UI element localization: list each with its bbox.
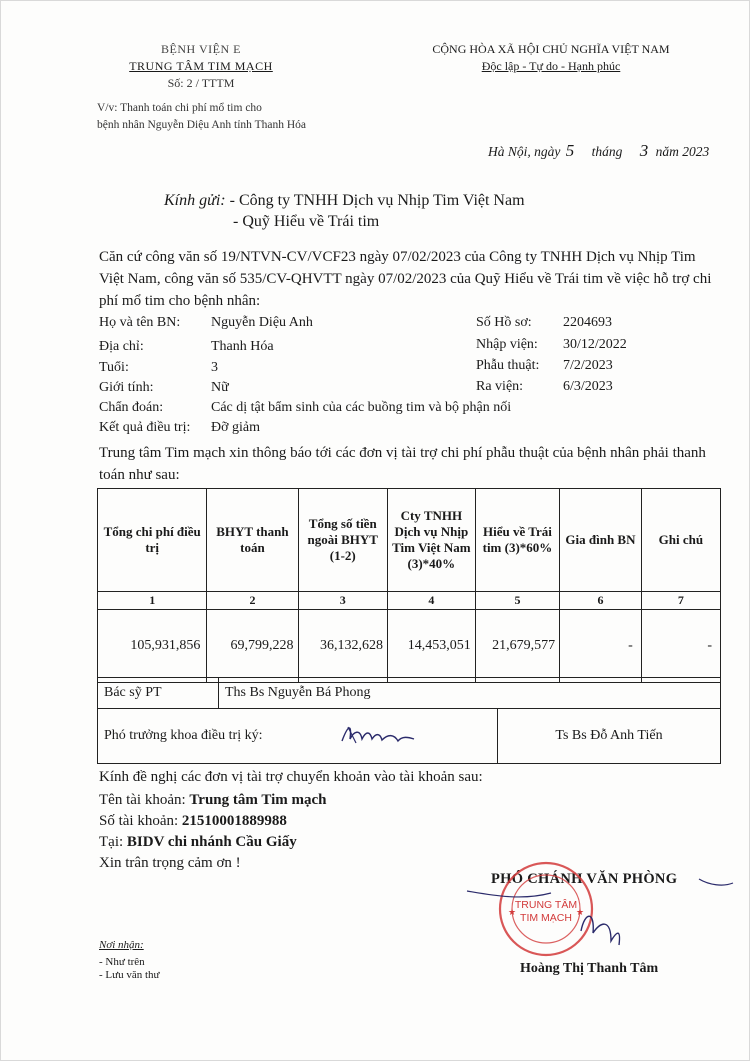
bank-line (99, 832, 483, 853)
table-header-row (98, 489, 721, 592)
patient-diagnosis: Các dị tật bẩm sinh của các buồng tim và bộ phận nối (211, 400, 512, 415)
date-month: 3 (639, 141, 649, 160)
index-cell: 4 (387, 592, 475, 610)
recipient-line-1 (164, 189, 525, 213)
admission-date: 30/12/2022 (563, 337, 627, 352)
subject-line-2: bệnh nhân Nguyễn Diệu Anh tỉnh Thanh Hóa (97, 119, 306, 131)
date-place: Hà Nội, ngày (488, 144, 561, 159)
treatment-result: Đỡ giảm (211, 420, 261, 435)
patient-age: 3 (211, 360, 218, 375)
approval-table (97, 677, 721, 764)
surgeon-name: Ths Bs Nguyễn Bá Phong (219, 678, 721, 709)
admission-label: Nhập viện: (476, 337, 538, 352)
bank-label: Tại: (99, 834, 124, 850)
subject-block (97, 100, 306, 134)
age-label: Tuổi: (99, 360, 129, 375)
account-name: Trung tâm Tim mạch (189, 792, 327, 808)
header-insurance: BHYT thanh toán (207, 489, 298, 592)
country-name: CỘNG HÒA XÃ HỘI CHỦ NGHĨA VIỆT NAM (432, 42, 670, 56)
signer-name: Hoàng Thị Thanh Tâm (520, 961, 659, 976)
intro-paragraph: Căn cứ công văn số 19/NTVN-CV/VCF23 ngày 07/02/2023 của Công ty TNHH Dịch vụ Nhịp Tim Việt Nam, công văn số 535/CV-QHVTT ngày 07/02/2023 của Quỹ Hiểu về Trái tim về việc hỗ trợ chi phí mổ tim cho bệnh nhân: (99, 249, 712, 309)
director-signature (461, 871, 741, 961)
value-total-cost: 105,931,856 (98, 610, 207, 683)
national-header (401, 41, 701, 75)
header-out-of-insurance: Tổng số tiền ngoài BHYT (1-2) (298, 489, 387, 592)
distribution-item: - Lưu văn thư (99, 969, 160, 981)
value-note: - (641, 610, 720, 683)
transfer-request: Kính đề nghị các đơn vị tài trợ chuyển khoản vào tài khoản sau: (99, 769, 483, 785)
recipient-company: - Công ty TNHH Dịch vụ Nhịp Tim Việt Nam (229, 192, 525, 209)
patient-name: Nguyễn Diệu Anh (211, 315, 313, 330)
surgery-label: Phẫu thuật: (476, 358, 540, 373)
issue-date (488, 141, 709, 161)
index-cell: 7 (641, 592, 720, 610)
date-month-label: tháng (591, 144, 623, 159)
value-company-share: 14,453,051 (387, 610, 475, 683)
patient-address: Thanh Hóa (211, 339, 274, 354)
index-cell: 3 (298, 592, 387, 610)
date-year: năm 2023 (655, 144, 710, 159)
recipient-fund: - Quỹ Hiểu về Trái tim (233, 213, 380, 230)
discharge-label: Ra viện: (476, 379, 524, 394)
issuer-header (71, 41, 331, 92)
table-index-row (98, 592, 721, 610)
stamp-text-line-2: TIM MẠCH (520, 912, 572, 924)
table-value-row (98, 610, 721, 683)
record-number: 2204693 (563, 315, 612, 330)
distribution-title: Nơi nhận: (99, 939, 144, 951)
unit-name: TRUNG TÂM TIM MẠCH (129, 59, 273, 73)
account-number-label: Số tài khoản: (99, 813, 179, 829)
value-insurance: 69,799,228 (207, 610, 298, 683)
patient-name-label: Họ và tên BN: (99, 315, 181, 330)
stamp-star-icon: ★ (575, 907, 585, 917)
diagnosis-label: Chẩn đoán: (99, 400, 164, 415)
address-label: Địa chỉ: (99, 339, 144, 354)
index-cell: 2 (207, 592, 298, 610)
discharge-date: 6/3/2023 (563, 379, 613, 394)
account-number-line (99, 811, 483, 832)
subject-line-1: V/v: Thanh toán chi phí mổ tim cho (97, 102, 262, 114)
value-out-of-insurance: 36,132,628 (298, 610, 387, 683)
header-total-cost: Tổng chi phí điều trị (98, 489, 207, 592)
document-number: Số: 2 / TTTM (167, 76, 235, 90)
index-cell: 1 (98, 592, 207, 610)
signer-title: PHÓ CHÁNH VĂN PHÒNG (491, 871, 678, 887)
surgery-date: 7/2/2023 (563, 358, 613, 373)
account-name-line (99, 790, 483, 811)
stamp-star-icon: ★ (507, 907, 517, 917)
header-family: Gia đình BN (560, 489, 642, 592)
national-motto: Độc lập - Tự do - Hạnh phúc (481, 59, 621, 73)
account-block (99, 767, 483, 874)
deputy-signature (338, 721, 418, 751)
value-fund-share: 21,679,577 (475, 610, 559, 683)
thanks-line: Xin trân trọng cảm ơn ! (99, 855, 241, 871)
deputy-row (98, 709, 721, 764)
patient-gender: Nữ (211, 380, 229, 395)
recipient-label: Kính gửi: (164, 192, 226, 209)
date-day: 5 (565, 141, 575, 160)
stamp-text-line-1: TRUNG TÂM (514, 899, 578, 911)
header-company-share: Cty TNHH Dịch vụ Nhịp Tim Việt Nam (3)*40% (387, 489, 475, 592)
value-family: - (560, 610, 642, 683)
payment-notice: Trung tâm Tim mạch xin thông báo tới các đơn vị tài trợ chi phí phẫu thuật của bệnh nhân phải thanh toán như sau: (99, 445, 706, 483)
distribution-list (99, 939, 160, 982)
account-number: 21510001889988 (181, 813, 287, 829)
record-label: Số Hồ sơ: (476, 315, 532, 330)
result-label: Kết quả điều trị: (99, 420, 191, 435)
surgeon-label: Bác sỹ PT (98, 678, 219, 709)
deputy-label: Phó trưởng khoa điều trị ký: (104, 728, 263, 743)
hospital-name: BỆNH VIỆN E (161, 42, 241, 56)
account-name-label: Tên tài khoản: (99, 792, 186, 808)
deputy-signature-cell (98, 709, 498, 764)
bank-name: BIDV chi nhánh Cầu Giấy (126, 834, 297, 850)
header-note: Ghi chú (641, 489, 720, 592)
index-cell: 5 (475, 592, 559, 610)
cost-table (97, 488, 721, 683)
distribution-item: - Như trên (99, 956, 145, 968)
surgeon-row (98, 678, 721, 709)
gender-label: Giới tính: (99, 380, 154, 395)
index-cell: 6 (560, 592, 642, 610)
deputy-name: Ts Bs Đỗ Anh Tiến (498, 709, 721, 764)
header-fund-share: Hiểu về Trái tim (3)*60% (475, 489, 559, 592)
